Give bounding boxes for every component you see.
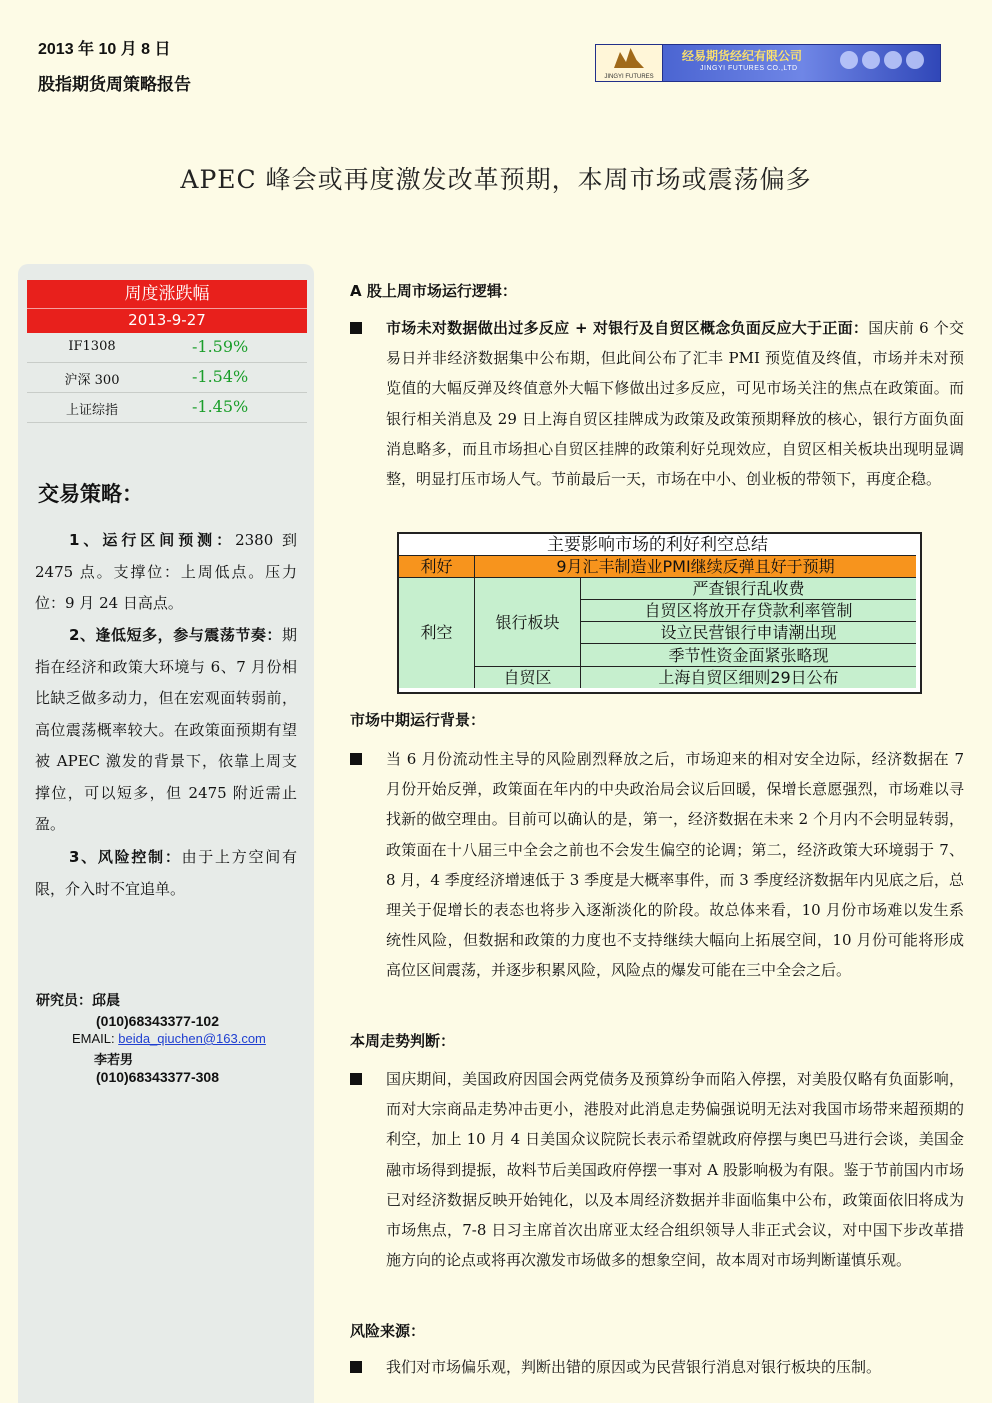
index-change: -1.45% — [192, 397, 249, 416]
index-change: -1.59% — [192, 337, 249, 356]
bullet-icon — [350, 1361, 362, 1373]
strategy-label: 1、运行区间预测： — [69, 531, 236, 549]
bullet-icon — [350, 1073, 362, 1085]
negative-item: 设立民营银行申请潮出现 — [581, 622, 916, 644]
strategy-text: 2380 到 2475 点。支撑位：上周低点。压力位：9 月 24 日高点。 — [35, 531, 297, 612]
researcher-label: 研究员： — [36, 993, 92, 1009]
performance-date: 2013-9-27 — [27, 308, 307, 333]
strategy-item-range — [35, 525, 297, 620]
logo-company-name: 经易期货经纪有限公司 — [682, 49, 803, 63]
impact-summary-table — [397, 532, 922, 694]
logo-company-english: JINGYI FUTURES CO.,LTD — [700, 65, 798, 72]
email-label: EMAIL: — [72, 1031, 115, 1046]
strategy-text: 期指在经济和政策大环境与 6、7 月份相比缺乏做多动力，但在宏观面转弱前，高位震荡概率较大。在政策面预期有望被 APEC 激发的背景下，依靠上周支撑位，可以短多，但 2475 附近需止盈。 — [35, 626, 297, 833]
strategy-text: 由于上方空间有限，介入时不宜追单。 — [35, 848, 297, 898]
performance-heading: 周度涨跌幅 — [27, 280, 307, 308]
bullet-icon — [350, 753, 362, 765]
table-row — [27, 363, 307, 393]
index-change: -1.54% — [192, 367, 249, 386]
table-row — [27, 333, 307, 363]
negative-label: 利空 — [399, 578, 475, 688]
researcher-info — [36, 990, 120, 1010]
section-heading-this-week: 本周走势判断： — [350, 1032, 456, 1050]
paragraph-midterm: 当 6 月份流动性主导的风险剧烈释放之后，市场迎来的相对安全边际，经济数据在 7 月份开始反弹，政策面在年内的中央政治局会议后回暖，保增长意愿强烈，市场难以寻找新的做空理由。目前可以确认的是，第一，经济数据在未来 2 个月内不会明显转弱，政策面在十八届三中全会之前也不会发生偏空的论调；第二，经济政策大环境弱于 7、8 月，4 季度经济增速低于 3 季度是大概率事件，而 3 季度经济数据年内见底之后，总理关于促增长的表态也将步入逐渐淡化的阶段。故总体来看，10 月份市场难以发生系统性风险，但数据和政策的力度也不支持继续大幅向上拓展空间，10 月份可能将形成高位区间震荡，并逐步积累风险，风险点的爆发可能在三中全会之后。 — [386, 750, 964, 980]
researcher-phone-2: (010)68343377-308 — [96, 1069, 219, 1085]
index-name: 上证综指 — [65, 403, 118, 418]
strategy-label: 3、风险控制： — [69, 848, 182, 866]
positive-label: 利好 — [399, 556, 475, 578]
sector-ftz: 自贸区 — [475, 667, 581, 688]
negative-item: 严查银行乱收费 — [581, 578, 916, 600]
report-date: 2013 年 10 月 8 日 — [38, 41, 171, 58]
strategy-label: 2、逢低短多，参与震荡节奏： — [69, 626, 282, 644]
bullet-icon — [350, 322, 362, 334]
weekly-performance-table — [27, 280, 307, 423]
positive-item: 9月汇丰制造业PMI继续反弹且好于预期 — [475, 556, 916, 578]
company-logo — [595, 44, 941, 82]
researcher-name-1: 邱晨 — [92, 993, 120, 1009]
index-name: IF1308 — [68, 339, 116, 354]
negative-item: 上海自贸区细则29日公布 — [581, 667, 916, 688]
report-type: 股指期货周策略报告 — [38, 75, 191, 95]
negative-item: 季节性资金面紧张略现 — [581, 644, 916, 667]
section-heading-risk: 风险来源： — [350, 1322, 426, 1340]
paragraph-this-week: 国庆期间，美国政府因国会两党债务及预算纷争而陷入停摆，对美股仅略有负面影响，而对大宗商品走势冲击更小，港股对此消息走势偏强说明无法对我国市场带来超预期的利空，加上 10 月 4 日美国众议院院长表示希望就政府停摆与奥巴马进行会谈，美国金融市场得到提振，故料节后美国政府停摆一事对 A 股影响极为有限。鉴于节前国内市场已对经济数据反映开始钝化，以及本周经济数据并非面临集中公布，政策面依旧将成为市场焦点，7-8 日习主席首次出席亚太经合组织领导人非正式会议，对中国下步改革措施方向的论点或将再次激发市场做多的想象空间，故本周对市场判断谨慎乐观。 — [386, 1070, 964, 1270]
strategy-heading: 交易策略： — [38, 482, 143, 506]
strategy-item-risk — [35, 842, 297, 905]
section-heading-last-week: A 股上周市场运行逻辑： — [350, 282, 517, 300]
researcher-phone-1: (010)68343377-102 — [96, 1013, 219, 1029]
index-name: 沪深 300 — [64, 373, 120, 388]
logo-emblem-icon — [596, 45, 663, 81]
section-heading-midterm: 市场中期运行背景： — [350, 711, 486, 729]
sector-bank: 银行板块 — [475, 578, 581, 667]
logo-decoration — [840, 51, 930, 75]
email-link[interactable]: beida_qiuchen@163.com — [118, 1031, 266, 1046]
paragraph-risk: 我们对市场偏乐观，判断出错的原因或为民营银行消息对银行板块的压制。 — [386, 1358, 882, 1376]
strategy-item-approach — [35, 620, 297, 841]
logo-emblem-caption: JINGYI FUTURES — [604, 74, 654, 80]
table-row — [27, 393, 307, 423]
paragraph-text: 国庆前 6 个交易日并非经济数据集中公布期，但此间公布了汇丰 PMI 预览值及终值，市场并未对预览值的大幅反弹及终值意外大幅下修做出过多反应，可见市场关注的焦点在政策面。而银行相关消息及 29 日上海自贸区挂牌成为政策及政策预期释放的核心，银行方面负面消息略多，而且市场担心自贸区挂牌的政策利好兑现效应，自贸区相关板块出现明显调整，明显打压市场人气。节前最后一天，市场在中小、创业板的带领下，再度企稳。 — [386, 319, 964, 489]
negative-item: 自贸区将放开存贷款利率管制 — [581, 600, 916, 622]
impact-table-title: 主要影响市场的利好利空总结 — [399, 534, 916, 556]
paragraph-lead: 市场未对数据做出过多反应 + 对银行及自贸区概念负面反应大于正面： — [386, 319, 869, 337]
researcher-name-2: 李若男 — [94, 1053, 134, 1068]
report-title: APEC 峰会或再度激发改革预期，本周市场或震荡偏多 — [180, 165, 812, 194]
researcher-email — [72, 1031, 266, 1046]
paragraph-last-week — [386, 313, 964, 494]
